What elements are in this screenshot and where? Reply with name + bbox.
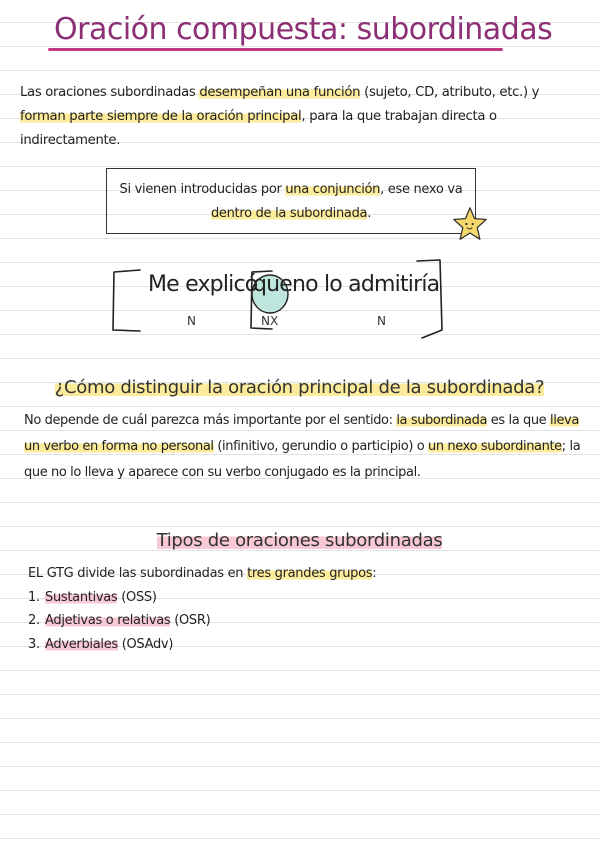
types-intro-text-1: EL GTG divide las subordinadas en (28, 566, 248, 581)
example-nexo: que (253, 272, 293, 297)
heading-distinguish-text: ¿Cómo distinguir la oración principal de la subordinada? (54, 377, 545, 398)
distinguish-text-1: No depende de cuál parezca más importante por el sentido: (24, 413, 397, 428)
example-sentence (110, 256, 450, 341)
intro-highlight-part: forman parte siempre de la oración principal (20, 109, 302, 124)
types-block (28, 562, 428, 656)
intro-highlight-function: desempeñan una función (199, 85, 361, 100)
heading-types (0, 530, 599, 551)
label-nexo: NX (261, 314, 279, 328)
title-block (48, 10, 553, 60)
intro-text-1: Las oraciones subordinadas (20, 85, 200, 100)
title-underline (48, 48, 503, 51)
callout-highlight-inside: dentro de la subordinada (210, 206, 368, 221)
distinguish-highlight-nexus: un nexo subordinante (428, 439, 562, 454)
callout-text-2: , ese nexo va (380, 182, 463, 197)
distinguish-highlight-subordinate: la subordinada (396, 413, 488, 428)
list-item-name: Adverbiales (45, 636, 118, 652)
distinguish-text-3: (infinitivo, gerundio o participio) o (213, 439, 429, 454)
list-item-abbr: (OSR) (170, 613, 211, 628)
example-subordinate-clause: no lo admitiría (292, 272, 440, 297)
list-item (28, 609, 428, 633)
distinguish-text-2: es la que (487, 413, 551, 428)
distinguish-paragraph (24, 408, 590, 486)
example-brackets (110, 256, 450, 341)
types-intro (28, 562, 428, 586)
callout-text-1: Si vienen introducidas por (119, 182, 286, 197)
types-intro-text-2: : (372, 566, 377, 581)
list-item-name: Adjetivas o relativas (45, 613, 171, 628)
list-item-number: 3. (28, 636, 40, 652)
label-n-sub: N (377, 314, 386, 328)
list-item-abbr: (OSS) (117, 589, 157, 605)
intro-paragraph (20, 81, 580, 153)
heading-distinguish (0, 377, 599, 398)
page-title: Oración compuesta: subordinadas (54, 12, 553, 47)
list-item-abbr: (OSAdv) (117, 636, 174, 652)
types-intro-highlight: tres grandes grupos (247, 566, 373, 581)
label-n-main: N (187, 314, 196, 328)
intro-text-2: (sujeto, CD, atributo, etc.) y (360, 85, 540, 100)
intro-text-3: , para la que trabajan directa o indirectamente. (20, 109, 497, 148)
example-main-clause: Me explicó (148, 272, 258, 297)
callout-text-3: . (367, 206, 372, 221)
callout-highlight-conjunction: una conjunción (285, 182, 381, 197)
star-icon (452, 206, 488, 242)
callout-box (106, 168, 476, 234)
list-item-number: 2. (28, 613, 40, 628)
list-item-name: Sustantivas (45, 589, 118, 605)
types-list (28, 586, 428, 657)
distinguish-text-4: ; la que no lo lleva y aparece con su verbo conjugado es la principal. (24, 439, 581, 480)
distinguish-highlight-verb: lleva un verbo en forma no personal (24, 413, 579, 454)
heading-types-text: Tipos de oraciones subordinadas (156, 530, 443, 551)
list-item (28, 586, 428, 610)
list-item (28, 633, 428, 657)
list-item-number: 1. (28, 589, 40, 605)
